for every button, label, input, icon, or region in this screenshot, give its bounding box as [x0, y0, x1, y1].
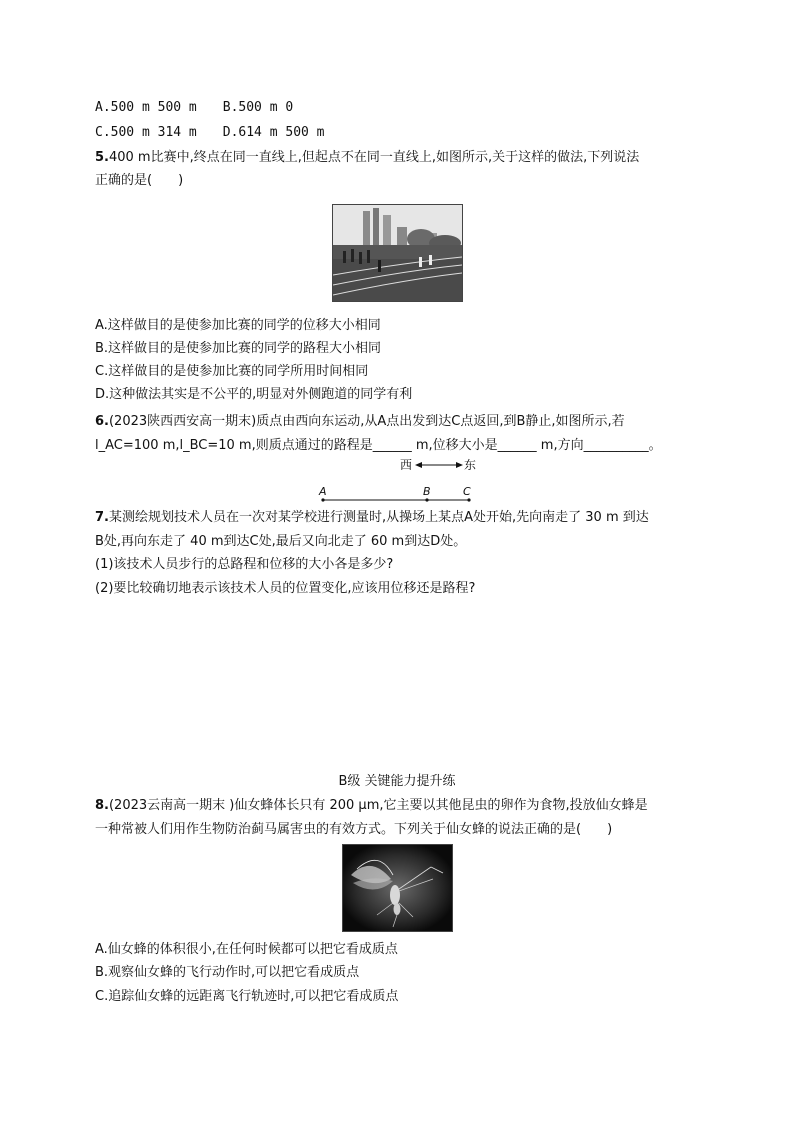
race-track-image	[333, 205, 462, 301]
q8-stem-line-1	[95, 797, 648, 815]
west-label: 西	[400, 458, 413, 472]
q8-number: 8.	[95, 798, 109, 813]
q5-option-b: B.这样做目的是使参加比赛的同学的路程大小相同	[95, 341, 382, 356]
q5-option-a: A.这样做目的是使参加比赛的同学的位移大小相同	[95, 318, 381, 333]
q7-sub-question-1: (1)该技术人员步行的总路程和位移的大小各是多少?	[95, 557, 394, 572]
q5-stem-line-1	[95, 149, 639, 167]
q4-option-c: C.500 m 314 m	[95, 125, 197, 140]
east-label: 东	[464, 458, 477, 472]
q5-number: 5.	[95, 150, 109, 165]
q5-stem-line-2: 正确的是( )	[95, 173, 184, 188]
q4-options-row-1	[95, 99, 293, 117]
q4-option-d: D.614 m 500 m	[222, 125, 325, 140]
q4-options-row-2	[95, 124, 325, 142]
q6-line-diagram	[315, 485, 475, 505]
point-c-label: C	[463, 485, 471, 498]
point-a-label: A	[319, 485, 327, 498]
q7-number: 7.	[95, 510, 109, 525]
q6-stem-text-1: (2023陕西西安高一期末)质点由西向东运动,从A点出发到达C点返回,到B静止,如图所示,若	[108, 414, 625, 429]
q7-stem-text-1: 某测绘规划技术人员在一次对某学校进行测量时,从操场上某点A处开始,先向南走了 30 m 到达	[108, 510, 649, 525]
point-a-dot	[321, 498, 324, 501]
q8-option-b: B.观察仙女蜂的飞行动作时,可以把它看成质点	[95, 965, 360, 980]
q7-stem-line-2: B处,再向东走了 40 m到达C处,最后又向北走了 60 m到达D处。	[95, 534, 467, 549]
q8-option-a: A.仙女蜂的体积很小,在任何时候都可以把它看成质点	[95, 942, 398, 957]
q6-number: 6.	[95, 414, 109, 429]
q4-option-a: A.500 m 500 m	[95, 100, 197, 115]
q7-stem-line-1	[95, 509, 649, 527]
q8-stem-line-2: 一种常被人们用作生物防治蓟马属害虫的有效方式。下列关于仙女蜂的说法正确的是( )	[95, 822, 613, 837]
point-b-label: B	[423, 485, 431, 498]
q8-fairyfly-photo	[342, 844, 453, 932]
q5-option-c: C.这样做目的是使参加比赛的同学所用时间相同	[95, 364, 369, 379]
q6-stem-line-2: l_AC=100 m,l_BC=10 m,则质点通过的路程是______ m,位移大小是______ m,方向__________。	[95, 438, 662, 453]
section-b-heading: B级 关键能力提升练	[338, 774, 456, 789]
point-b-dot	[425, 498, 428, 501]
q6-direction-indicator	[400, 456, 480, 474]
q4-option-b: B.500 m 0	[222, 100, 294, 115]
q6-stem-line-1	[95, 413, 625, 431]
q5-option-d: D.这种做法其实是不公平的,明显对外侧跑道的同学有利	[95, 387, 413, 402]
segment-ac	[315, 497, 475, 505]
west-east-arrow-icon	[415, 459, 463, 471]
q5-race-track-photo	[332, 204, 463, 302]
fairyfly-image	[343, 845, 452, 931]
q8-stem-text-1: (2023云南高一期末 )仙女蜂体长只有 200 μm,它主要以其他昆虫的卵作为食物,投放仙女蜂是	[108, 798, 648, 813]
q5-stem-text-1: 400 m比赛中,终点在同一直线上,但起点不在同一直线上,如图所示,关于这样的做法,下列说法	[108, 150, 640, 165]
q7-sub-question-2: (2)要比较确切地表示该技术人员的位置变化,应该用位移还是路程?	[95, 581, 476, 596]
point-c-dot	[467, 498, 470, 501]
q8-option-c: C.追踪仙女蜂的远距离飞行轨迹时,可以把它看成质点	[95, 989, 399, 1004]
